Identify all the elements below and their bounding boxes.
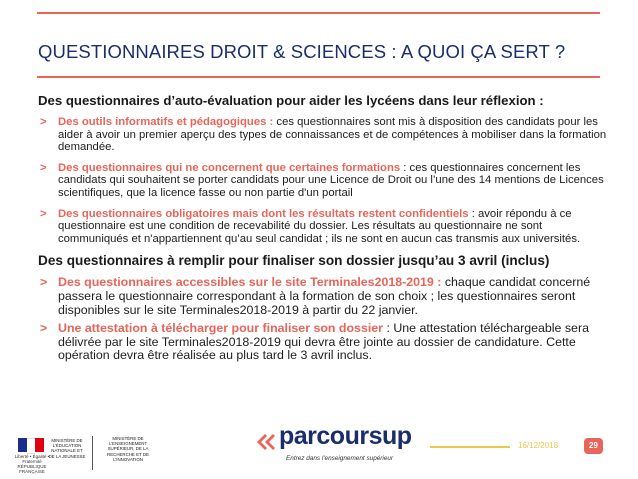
page-number-badge: 29 xyxy=(584,438,603,454)
bullet-highlight: Des questionnaires obligatoires mais dont les résultats restent confidentiels xyxy=(58,207,469,220)
bullet-text: : avoir répondu à ce questionnaire est une condition de recevabilité du dossier. Les résultats au questionnaire ne sont communiqués et n'appartiennent qu’au seul candidat ; ils ne sont en aucun cas transmis aux universités. xyxy=(58,207,581,245)
slide-footer xyxy=(0,418,638,479)
bullet-marker: > xyxy=(40,275,48,290)
bullet-text: ces questionnaires sont mis à disposition des candidats pour les aider à avoir un premier aperçu des types de connaissances et de compétences à mobiliser dans la formation demandée. xyxy=(58,116,607,154)
bullet-highlight: Des questionnaires accessibles sur le site Terminales2018-2019 : xyxy=(58,275,442,290)
bullet-accessibles xyxy=(38,276,613,317)
bullet-obligatoires xyxy=(38,208,613,246)
ministry-separator xyxy=(92,436,93,470)
bullet-marker: > xyxy=(40,320,48,335)
parcoursup-arrow-icon xyxy=(255,430,279,454)
footer-gold-line xyxy=(430,446,510,448)
bullet-marker: > xyxy=(40,116,47,128)
top-divider xyxy=(37,12,600,14)
parcoursup-logo xyxy=(255,422,425,466)
section-2-heading: Des questionnaires à remplir pour finaliser son dossier jusqu’au 3 avril (inclus) xyxy=(38,253,550,269)
section-1-heading: Des questionnaires d’auto-évaluation pour aider les lycéens dans leur réflexion : xyxy=(38,93,544,108)
republique-francaise-text: Liberté • Égalité • Fraternité RÉPUBLIQUE FRANÇAISE xyxy=(14,454,50,474)
bullet-highlight: Des questionnaires qui ne concernent que certaines formations xyxy=(58,161,401,174)
ministry-education-label: MINISTÈRE DE L’ÉDUCATION NATIONALE ET DE LA JEUNESSE xyxy=(48,438,86,459)
bullet-highlight: Une attestation à télécharger pour finaliser son dossier xyxy=(58,320,384,335)
slide-title: QUESTIONNAIRES DROIT & SCIENCES : A QUOI ÇA SERT ? xyxy=(38,41,566,62)
bullet-text: : ces questionnaires concernent les candidats qui souhaitent se porter candidats pour une Licence de Droit ou l’une des 14 mentions de Licences scientifiques, que la licence fasse ou non partie d'un portail xyxy=(58,161,604,199)
bullet-text: : Une attestation téléchargeable sera délivrée par le site Terminales2018-2019 qui devra être jointe au dossier de candidature. Cette opération devra être réalisée au plus tard le 3 avril inclus. xyxy=(58,320,589,363)
title-divider xyxy=(37,76,600,78)
bullet-marker: > xyxy=(40,207,47,220)
bullet-outils xyxy=(38,116,613,154)
bullet-highlight: Des outils informatifs et pédagogiques : xyxy=(58,116,274,128)
bullet-attestation xyxy=(38,322,613,363)
bullet-formations xyxy=(38,162,613,200)
slide-content xyxy=(38,93,613,367)
ministry-higher-education-label: MINISTÈRE DE L’ENSEIGNEMENT SUPÉRIEUR, DE LA RECHERCHE ET DE L’INNOVATION xyxy=(107,436,149,462)
bullet-marker: > xyxy=(40,161,47,174)
parcoursup-tagline: Entrez dans l'enseignement supérieur xyxy=(286,455,394,462)
slide-date: 16/12/2018 xyxy=(518,441,559,450)
french-flag-icon xyxy=(18,438,44,452)
bullet-text: chaque candidat concerné passera le questionnaire correspondant à la formation de son choix ; les questionnaires seront disponibles sur le site Terminales2018-2019 à partir du 22 janvier. xyxy=(58,275,591,317)
parcoursup-wordmark: parcoursup xyxy=(279,422,412,450)
